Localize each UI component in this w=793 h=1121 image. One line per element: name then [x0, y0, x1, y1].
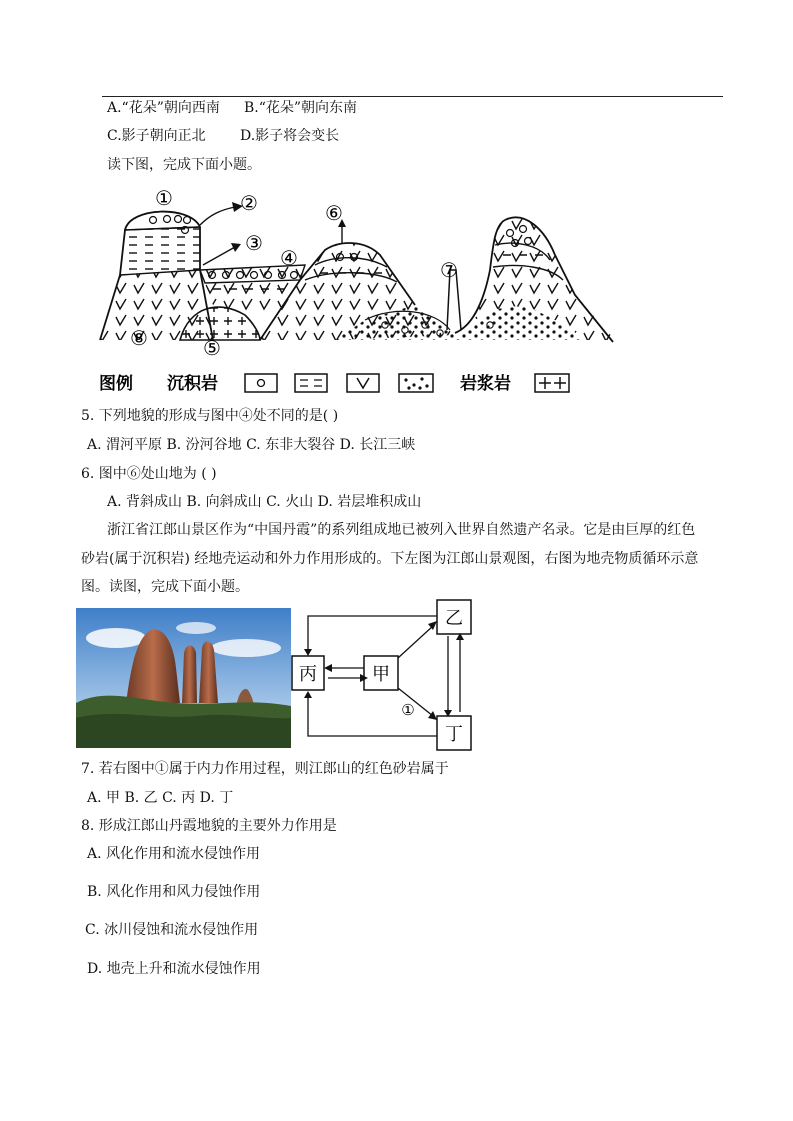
q8-stem: 8. 形成江郎山丹霞地貌的主要外力作用是: [81, 818, 337, 834]
q5-stem: 5. 下列地貌的形成与图中④处不同的是( ): [81, 408, 339, 424]
q6-stem: 6. 图中⑥处山地为 ( ): [81, 466, 217, 482]
rock-cycle-diagram: [290, 596, 490, 756]
prev-option-a: A.“花朵”朝向西南: [107, 100, 220, 116]
text-bing: 丙: [299, 664, 317, 685]
label-1: ①: [155, 186, 173, 210]
label-5: ⑤: [203, 336, 221, 360]
text-process-1: ①: [401, 701, 415, 719]
geology-cross-section: [95, 185, 615, 365]
q8-option-a: A. 风化作用和流水侵蚀作用: [87, 846, 261, 862]
prev-option-d: D.影子将会变长: [240, 128, 340, 144]
intro-read-figure: 读下图，完成下面小题。: [107, 157, 261, 173]
legend-title: 图例: [99, 374, 133, 394]
q8-option-d: D. 地壳上升和流水侵蚀作用: [87, 961, 261, 977]
legend-igneous: 岩浆岩: [460, 374, 511, 394]
q5-options: A. 渭河平原 B. 汾河谷地 C. 东非大裂谷 D. 长江三峡: [87, 437, 416, 453]
label-8: ⑧: [130, 326, 148, 350]
prev-option-c: C.影子朝向正北: [107, 128, 206, 144]
label-7: ⑦: [440, 258, 458, 282]
label-2: ②: [240, 191, 258, 215]
header-rule: [102, 96, 723, 97]
q6-options: A. 背斜成山 B. 向斜成山 C. 火山 D. 岩层堆积成山: [107, 494, 422, 510]
legend-sedimentary: 沉积岩: [167, 374, 218, 394]
passage-line-2: 砂岩(属于沉积岩) 经地壳运动和外力作用形成的。下左图为江郎山景观图，右图为地壳物质循环示意: [81, 551, 699, 567]
label-6: ⑥: [325, 201, 343, 225]
q7-stem: 7. 若右图中①属于内力作用过程，则江郎山的红色砂岩属于: [81, 761, 449, 777]
text-yi: 乙: [445, 608, 463, 629]
q8-option-b: B. 风化作用和风力侵蚀作用: [87, 884, 261, 900]
text-ding: 丁: [445, 724, 463, 745]
diagram-legend: [95, 368, 595, 398]
prev-option-b: B.“花朵”朝向东南: [244, 100, 358, 116]
passage-line-1: 浙江省江郎山景区作为“中国丹霞”的系列组成地已被列入世界自然遗产名录。它是由巨厚的红色: [107, 522, 696, 538]
passage-line-3: 图。读图，完成下面小题。: [81, 579, 249, 595]
label-3: ③: [245, 231, 263, 255]
q7-options: A. 甲 B. 乙 C. 丙 D. 丁: [87, 790, 234, 806]
q8-option-c: C. 冰川侵蚀和流水侵蚀作用: [85, 922, 259, 938]
label-4: ④: [280, 246, 298, 270]
jianglang-mountain-photo: [76, 608, 291, 748]
text-jia: 甲: [372, 664, 390, 685]
